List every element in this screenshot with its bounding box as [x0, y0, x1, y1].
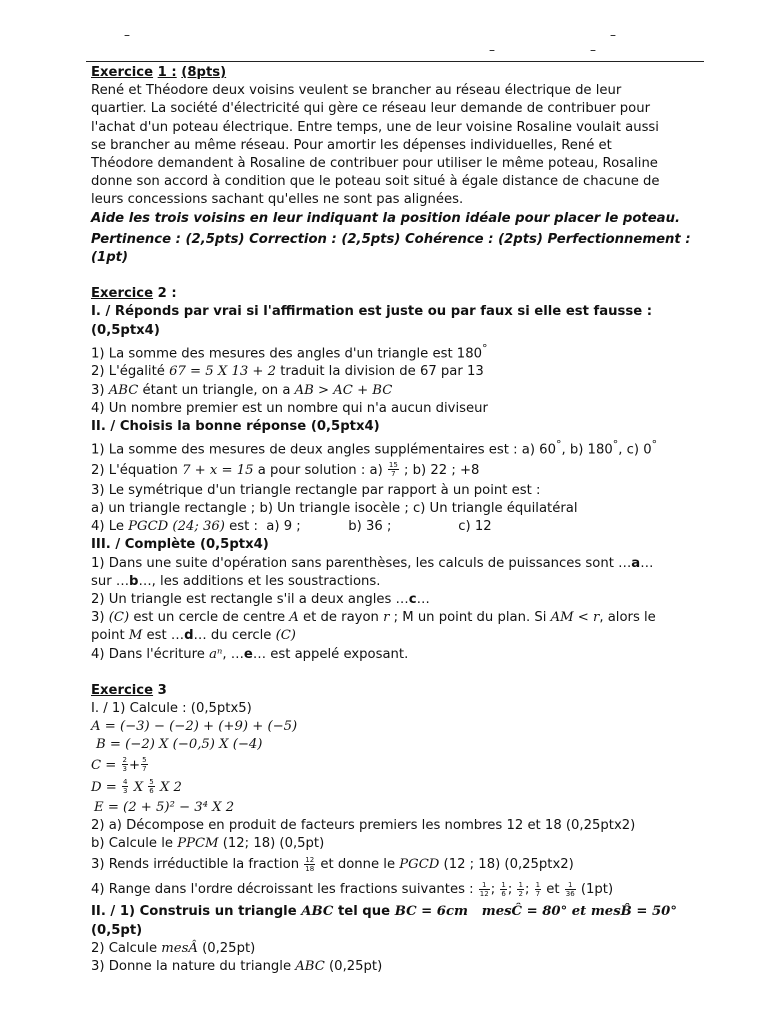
- question-4: 4) Range dans l'ordre décroissant les fractions suivantes : $\frac{1}{12}$ ; $\frac{1}{6}$ ; $\frac{1}{2}$ ; $\frac{1}{7}$ et $\frac{1}{36}$ (1pt): [91, 880, 614, 898]
- exercise-3-title: Exercice 3: [91, 682, 167, 698]
- question-2a: 2) a) Décompose en produit de facteurs premiers les nombres 12 et 18 (0,25ptx2): [91, 817, 636, 833]
- question-3: 3) Rends irréductible la fraction $\frac{12}{18}$ et donne le PGCD (12 ; 18) (0,25ptx2): [91, 855, 574, 873]
- question-II3: 3) Donne la nature du triangle ABC (0,25pt): [91, 958, 383, 974]
- fraction: $\frac{1}{6}$: [501, 880, 506, 898]
- calc-instruction: I. / 1) Calcule : (0,5ptx5): [91, 701, 252, 717]
- mcq-options: a) un triangle rectangle ; b) Un triangle isocèle ; c) Un triangle équilatéral: [91, 501, 578, 517]
- expression-A: A = (−3) − (−2) + (+9) + (−5): [91, 719, 298, 735]
- expression-D: D = $\frac{4}{3}$ X $\frac{5}{6}$ X 2: [91, 778, 182, 796]
- expression-C: C = $\frac{2}{3}$ + $\frac{5}{7}$: [91, 756, 147, 774]
- question-2b: b) Calcule le PPCM (12; 18) (0,5pt): [91, 836, 325, 852]
- true-false-item: 3) ABC étant un triangle, on a AB > AC + BC: [91, 382, 393, 398]
- fill-in-item: 4) Dans l'écriture aⁿ, …e… est appelé exposant.: [91, 646, 409, 662]
- fill-in-item: sur …b…, les additions et les soustractions.: [91, 573, 381, 589]
- fill-in-item: 2) Un triangle est rectangle s'il a deux angles …c…: [91, 592, 430, 608]
- header-dash: –: [124, 28, 130, 42]
- question-II2: 2) Calcule mesÂ (0,25pt): [91, 940, 256, 956]
- construction-question: II. / 1) Construis un triangle ABC tel que BC = 6cm mesĈ = 80° et mesB̂ = 50°: [91, 904, 677, 920]
- grading-criteria: Pertinence : (2,5pts) Correction : (2,5pts) Cohérence : (2pts) Perfectionnement :: [91, 231, 691, 247]
- header-dash: –: [610, 28, 616, 42]
- header-rule: [86, 61, 704, 62]
- exercise-1-text: donne son accord à condition que le poteau soit situé à égale distance de chacune de: [91, 174, 660, 190]
- exercise-1-text: se brancher au même réseau. Pour amortir les dépenses individuelles, René et: [91, 137, 612, 153]
- exercise-1-text: quartier. La société d'électricité qui gère ce réseau leur demande de contribuer pour: [91, 101, 651, 117]
- header-dash: –: [590, 43, 596, 57]
- construction-points: (0,5pt): [91, 922, 143, 938]
- exercise-1-text: l'achat d'un poteau électrique. Entre temps, une de leur voisine Rosaline voulait aussi: [91, 119, 659, 135]
- exercise-1-task: Aide les trois voisins en leur indiquant la position idéale pour placer le poteau.: [91, 210, 680, 226]
- section-II-title: II. / Choisis la bonne réponse (0,5ptx4): [91, 419, 380, 435]
- exercise-1-text: leurs concessions sachant qu'elles ne sont pas alignées.: [91, 192, 464, 208]
- section-I-title: I. / Réponds par vrai si l'affirmation est juste ou par faux si elle est fausse :: [91, 304, 653, 320]
- exercise-1-title: Exercice 1 : (8pts): [91, 65, 227, 80]
- true-false-item: 1) La somme des mesures des angles d'un triangle est 180°: [91, 341, 488, 362]
- mcq-item: 3) Le symétrique d'un triangle rectangle par rapport à un point est :: [91, 482, 541, 498]
- true-false-item: 2) L'égalité 67 = 5 X 13 + 2 traduit la division de 67 par 13: [91, 364, 484, 380]
- fill-in-item: 3) (C) est un cercle de centre A et de rayon r ; M un point du plan. Si AM < r, alors le: [91, 610, 656, 626]
- expression-B: B = (−2) X (−0,5) X (−4): [96, 737, 263, 753]
- mcq-item: 4) Le PGCD (24; 36) est : a) 9 ; b) 36 ; c) 12: [91, 519, 492, 535]
- exercise-1-text: René et Théodore deux voisins veulent se brancher au réseau électrique de leur: [91, 83, 622, 99]
- header-dash: –: [489, 43, 495, 57]
- mcq-item: 2) L'équation 7 + x = 15 a pour solution : a) $\frac{15}{7}$ ; b) 22 ; +8: [91, 461, 480, 479]
- expression-E: E = (2 + 5)² − 3⁴ X 2: [94, 799, 235, 815]
- mcq-item: 1) La somme des mesures de deux angles supplémentaires est : a) 60°, b) 180°, c) 0°: [91, 438, 658, 458]
- true-false-item: 4) Un nombre premier est un nombre qui n'a aucun diviseur: [91, 400, 488, 416]
- exercise-1-text: Théodore demandent à Rosaline de contribuer pour utiliser le même poteau, Rosaline: [91, 156, 658, 172]
- grading-criteria: (1pt): [91, 250, 128, 266]
- fill-in-item: point M est …d… du cercle (C): [91, 628, 296, 644]
- fraction: $\frac{1}{12}$: [479, 880, 489, 898]
- section-I-title: (0,5ptx4): [91, 322, 160, 338]
- fraction: $\frac{1}{36}$: [565, 880, 575, 898]
- section-III-title: III. / Complète (0,5ptx4): [91, 537, 269, 553]
- fill-in-item: 1) Dans une suite d'opération sans parenthèses, les calculs de puissances sont …a…: [91, 555, 654, 571]
- exam-page: [91, 64, 695, 976]
- exercise-2-title: Exercice 2 :: [91, 286, 177, 302]
- fraction: $\frac{1}{7}$: [535, 880, 541, 898]
- fraction: $\frac{1}{2}$: [518, 880, 523, 898]
